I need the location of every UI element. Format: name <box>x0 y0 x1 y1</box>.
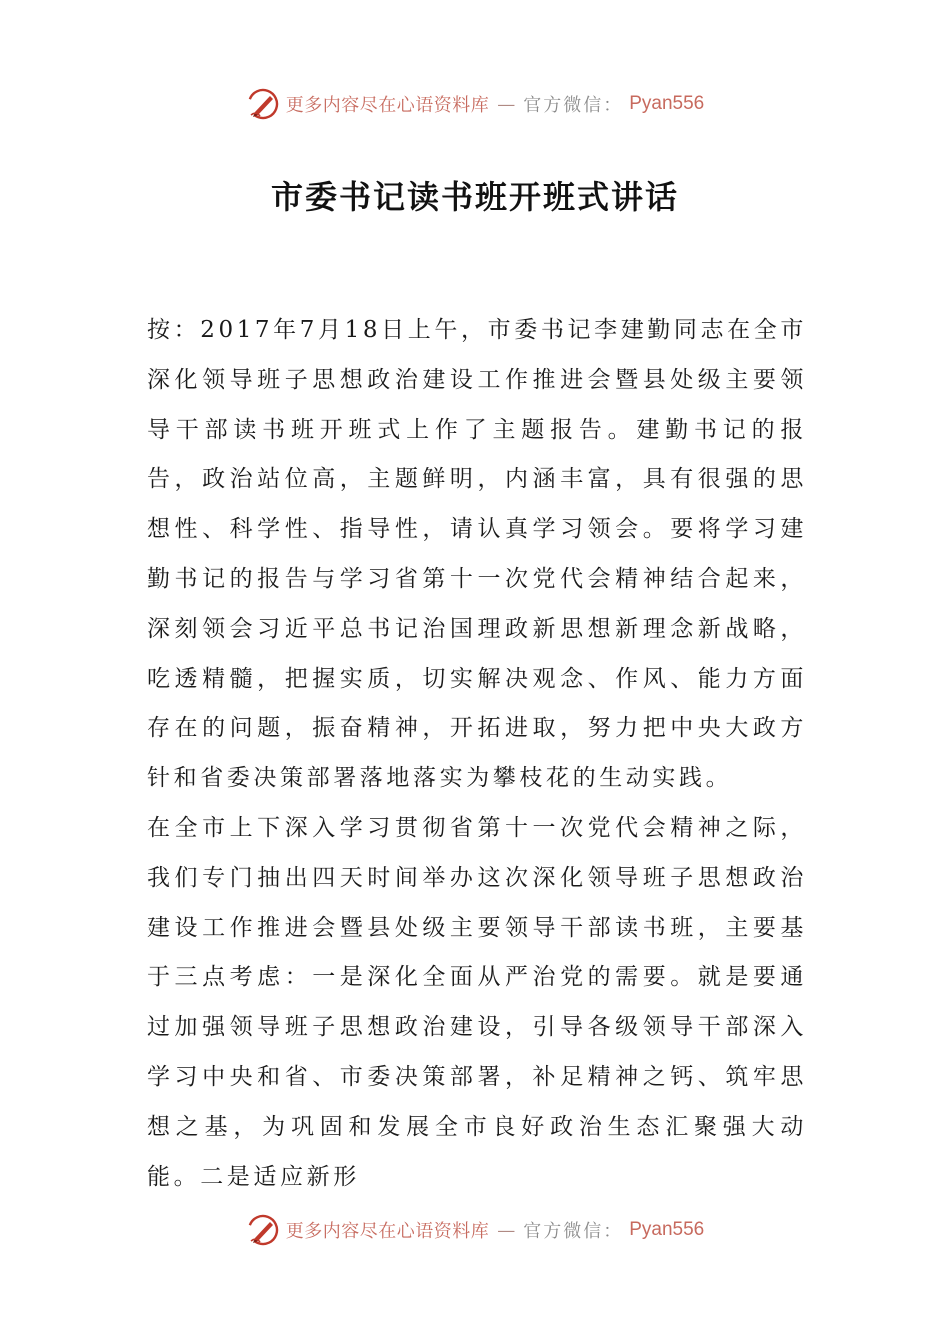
banner-text: 更多内容尽在心语资料库 <box>285 1221 490 1242</box>
document-title: 市委书记读书班开班式讲话 <box>270 178 679 216</box>
pen-logo-icon <box>246 1213 280 1247</box>
banner-label: 官方微信： <box>523 1221 624 1242</box>
banner-wechat-id: Pyan556 <box>629 1219 705 1240</box>
banner-label: 官方微信： <box>523 95 624 116</box>
footer-banner <box>0 1210 950 1250</box>
header-banner <box>0 84 950 124</box>
pen-logo-icon <box>246 87 280 121</box>
paragraph-2: 在全市上下深入学习贯彻省第十一次党代会精神之际，我们专门抽出四天时间举办这次深化领导班子思想政治建设工作推进会暨县处级主要领导干部读书班，主要基于三点考虑：一是深化全面从严治党的需要。就是要通过加强领导班子思想政治建设，引导各级领导干部深入学习中央和省、市委决策部署，补足精神之钙、筑牢思想之基，为巩固和发展全市良好政治生态汇聚强大动能。二是适应新形 <box>147 814 807 1190</box>
banner-wechat-id: Pyan556 <box>629 93 705 114</box>
banner-text: 更多内容尽在心语资料库 <box>285 95 490 116</box>
banner-separator: — <box>497 1219 516 1241</box>
paragraph-1: 按：2017年7月18日上午，市委书记李建勤同志在全市深化领导班子思想政治建设工作推进会暨县处级主要领导干部读书班开班式上作了主题报告。建勤书记的报告，政治站位高，主题鲜明，内涵丰富，具有很强的思想性、科学性、指导性，请认真学习领会。要将学习建勤书记的报告与学习省第十一次党代会精神结合起来，深刻领会习近平总书记治国理政新思想新理念新战略，吃透精髓，把握实质，切实解决观念、作风、能力方面存在的问题，振奋精神，开拓进取，努力把中央大政方针和省委决策部署落地落实为攀枝花的生动实践。 <box>147 317 807 792</box>
banner-separator: — <box>497 93 516 115</box>
document-body <box>147 306 807 1202</box>
